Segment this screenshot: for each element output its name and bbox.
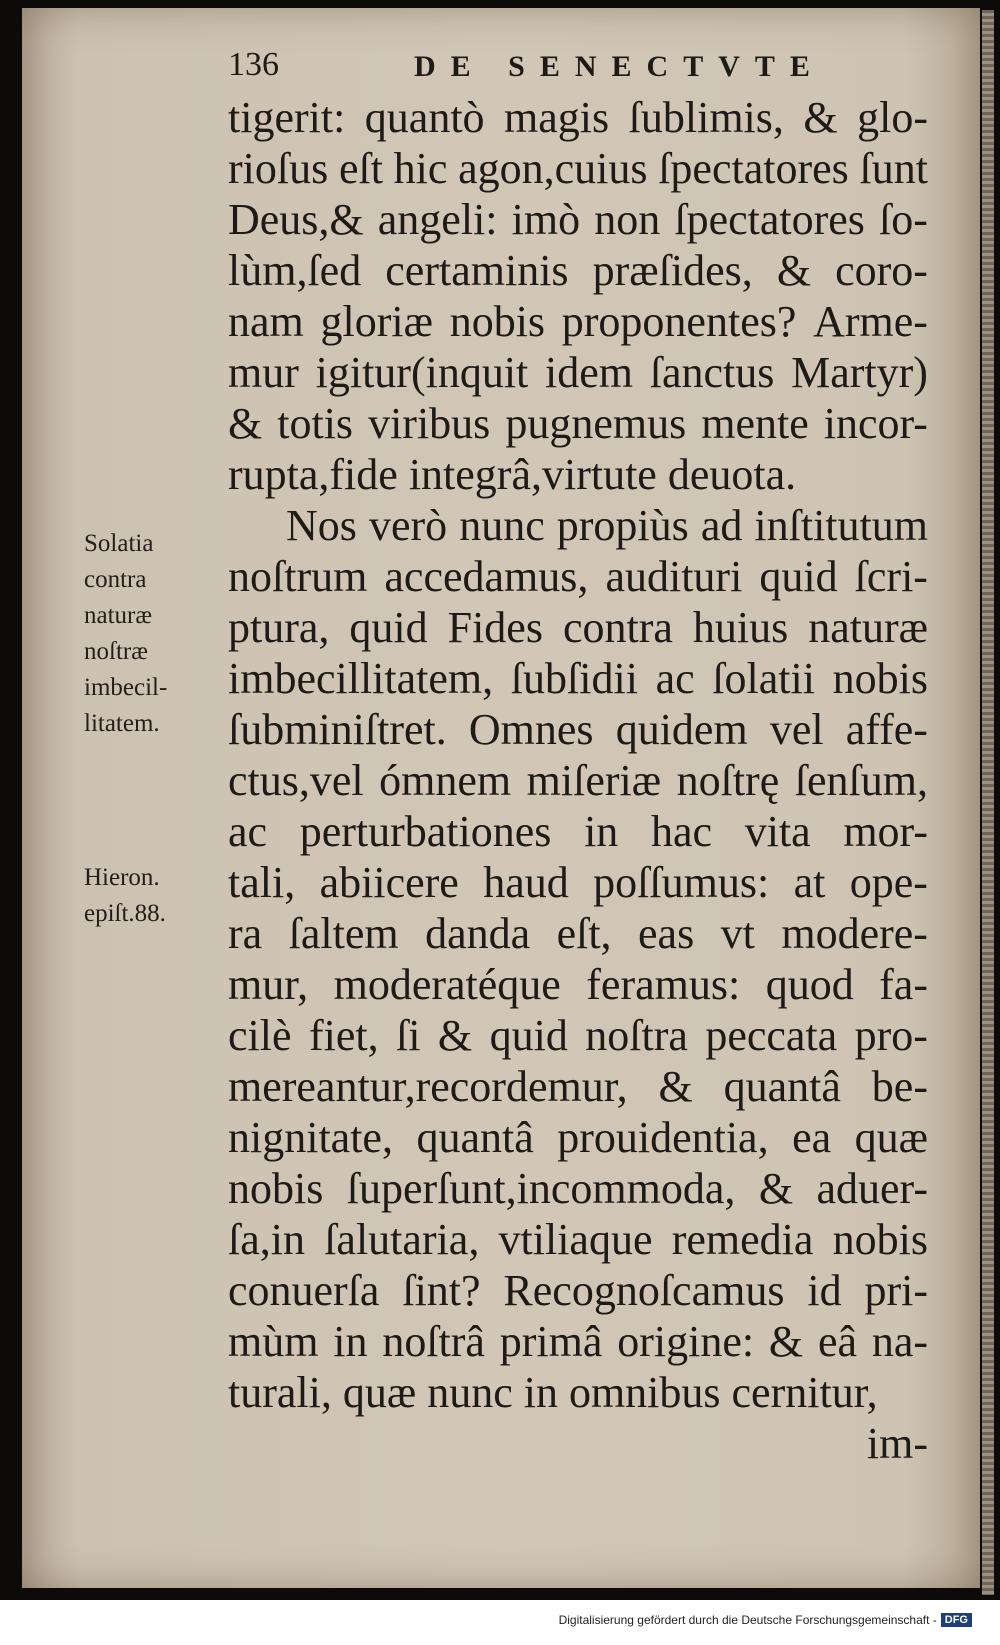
text-line: im-: [866, 1419, 928, 1468]
book-page: [22, 8, 980, 1588]
text-line: Nos verò nunc propiùs ad inſtitutum: [286, 501, 928, 550]
text-line: ctus,vel ómnem miſeriæ noſtrę ſenſum,: [228, 756, 928, 805]
text-line: ſubminiſtret. Omnes quidem vel affe-: [228, 705, 928, 754]
text-line: mur, moderatéque feramus: quod fa-: [228, 960, 928, 1009]
text-line: mùm in noſtrâ primâ origine: & eâ na-: [228, 1317, 928, 1366]
page-edge: [982, 10, 994, 1595]
margin-note-line: epiſt.88.: [84, 900, 166, 927]
page-header: [22, 46, 980, 96]
body-text: [228, 92, 928, 1469]
margin-note-line: naturæ: [84, 602, 153, 629]
text-line: rupta,fide integrâ,virtute deuota.: [228, 450, 797, 499]
text-line: imbecillitatem, ſubſidii ac ſolatii nobis: [228, 654, 928, 703]
text-line: lùm,ſed certaminis præſides, & coro-: [228, 246, 928, 295]
footer-bar: [0, 1600, 1000, 1645]
text-line: ptura, quid Fides contra huius naturæ: [228, 603, 928, 652]
text-line: mereantur,recordemur, & quantâ be-: [228, 1062, 928, 1111]
dfg-logo: DFG: [941, 1613, 972, 1627]
funding-credit: [559, 1613, 972, 1627]
text-line: nobis ſuperſunt,incommoda, & aduer-: [228, 1164, 928, 1213]
margin-note-solatia: [84, 526, 214, 742]
funding-credit-text: Digitalisierung gefördert durch die Deutsche Forschungsgemeinschaft -: [558, 1613, 937, 1627]
margin-note-line: Solatia: [84, 530, 154, 557]
text-line: tigerit: quantò magis ſublimis, & glo-: [228, 93, 928, 142]
text-line: ra ſaltem danda eſt, eas vt modere-: [228, 909, 928, 958]
text-line: Deus,& angeli: imò non ſpectatores ſo-: [228, 195, 928, 244]
margin-note-line: noſtræ: [84, 638, 148, 665]
text-line: nam gloriæ nobis proponentes? Arme-: [228, 297, 928, 346]
margin-note-line: imbecil-: [84, 674, 168, 701]
margin-note-line: contra: [84, 566, 147, 593]
text-line: conuerſa ſint? Recognoſcamus id pri-: [228, 1266, 928, 1315]
text-line: noſtrum accedamus, audituri quid ſcri-: [228, 552, 928, 601]
text-line: ac perturbationes in hac vita mor-: [228, 807, 928, 856]
text-line: mur igitur(inquit idem ſanctus Martyr): [228, 348, 928, 397]
text-line: tali, abiicere haud poſſumus: at ope-: [228, 858, 928, 907]
text-line: rioſus eſt hic agon,cuius ſpectatores ſunt: [228, 144, 928, 193]
page-number: 136: [228, 46, 279, 83]
text-line: & totis viribus pugnemus mente incor-: [228, 399, 928, 448]
text-line: nignitate, quantâ prouidentia, ea quæ: [228, 1113, 928, 1162]
margin-note-line: litatem.: [84, 710, 160, 737]
text-line: cilè fiet, ſi & quid noſtra peccata pro-: [228, 1011, 928, 1060]
margin-note-line: Hieron.: [84, 864, 160, 891]
margin-note-hieron: [84, 860, 214, 932]
running-head: DE SENECTVTE: [414, 50, 825, 83]
text-line: turali, quæ nunc in omnibus cernitur,: [228, 1368, 878, 1417]
text-line: ſa,in ſalutaria, vtiliaque remedia nobis: [228, 1215, 928, 1264]
